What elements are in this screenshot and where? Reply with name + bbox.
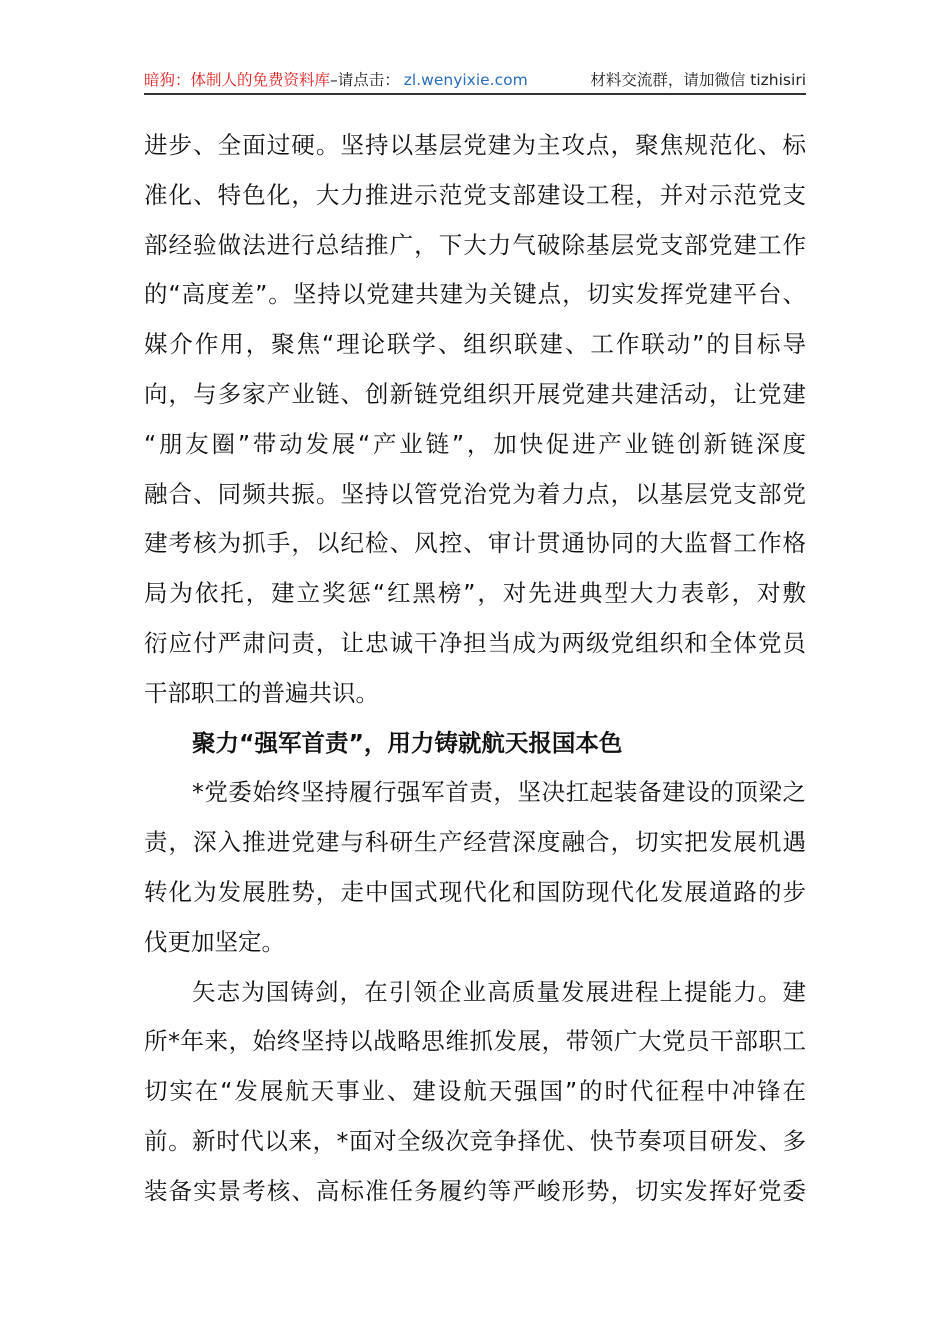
- text-line: 进步、全面过硬。坚持以基层党建为主攻点，聚焦规范化、标: [144, 131, 806, 159]
- text-line: 所*年来，始终坚持以战略思维抓发展，带领广大党员干部职工: [144, 1027, 806, 1056]
- header-divider: [144, 93, 806, 95]
- text-line: 准化、特色化，大力推进示范党支部建设工程，并对示范党支: [144, 180, 806, 209]
- text-line: 建考核为抓手，以纪检、风控、审计贯通协同的大监督工作格: [144, 529, 806, 558]
- header-prompt: –请点击：: [330, 71, 400, 89]
- text-line: 责，深入推进党建与科研生产经营深度融合，切实把发展机遇: [144, 828, 806, 857]
- text-line: 局为依托，建立奖惩“红黑榜”，对先进典型大力表彰，对敷: [144, 579, 806, 608]
- header-link[interactable]: zl.wenyixie.com: [403, 71, 528, 89]
- section-heading: 聚力“强军首责”，用力铸就航天报国本色: [192, 728, 623, 757]
- text-line: 向，与多家产业链、创新链党组织开展党建共建活动，让党建: [144, 379, 806, 408]
- text-line: 部经验做法进行总结推广，下大力气破除基层党支部党建工作: [144, 230, 806, 259]
- text-line: 媒介作用，聚焦“理论联学、组织联建、工作联动”的目标导: [144, 330, 806, 359]
- text-line: 的“高度差”。坚持以党建共建为关键点，切实发挥党建平台、: [144, 280, 806, 309]
- text-line: *党委始终坚持履行强军首责，坚决扛起装备建设的顶梁之: [192, 778, 806, 807]
- text-line: 矢志为国铸剑，在引领企业高质量发展进程上提能力。建: [192, 977, 806, 1006]
- text-line: 融合、同频共振。坚持以管党治党为着力点，以基层党支部党: [144, 479, 806, 508]
- header-contact: 材料交流群，请加微信 tizhisiri: [590, 71, 806, 89]
- text-line: 衍应付严肃问责，让忠诚干净担当成为两级党组织和全体党员: [144, 628, 806, 657]
- text-line: 伐更加坚定。: [144, 927, 285, 956]
- text-line: 装备实景考核、高标准任务履约等严峻形势，切实发挥好党委: [144, 1176, 806, 1205]
- header-brand: 暗狗：体制人的免费资料库: [144, 71, 331, 89]
- text-line: “朋友圈”带动发展“产业链”，加快促进产业链创新链深度: [144, 429, 806, 458]
- text-line: 转化为发展胜势，走中国式现代化和国防现代化发展道路的步: [144, 877, 806, 906]
- text-line: 前。新时代以来，*面对全级次竞争择优、快节奏项目研发、多: [144, 1126, 806, 1155]
- document-body: [144, 121, 806, 1217]
- text-line: 干部职工的普遍共识。: [144, 678, 379, 707]
- text-line: 切实在“发展航天事业、建设航天强国”的时代征程中冲锋在: [144, 1077, 806, 1106]
- page-header: [144, 68, 806, 92]
